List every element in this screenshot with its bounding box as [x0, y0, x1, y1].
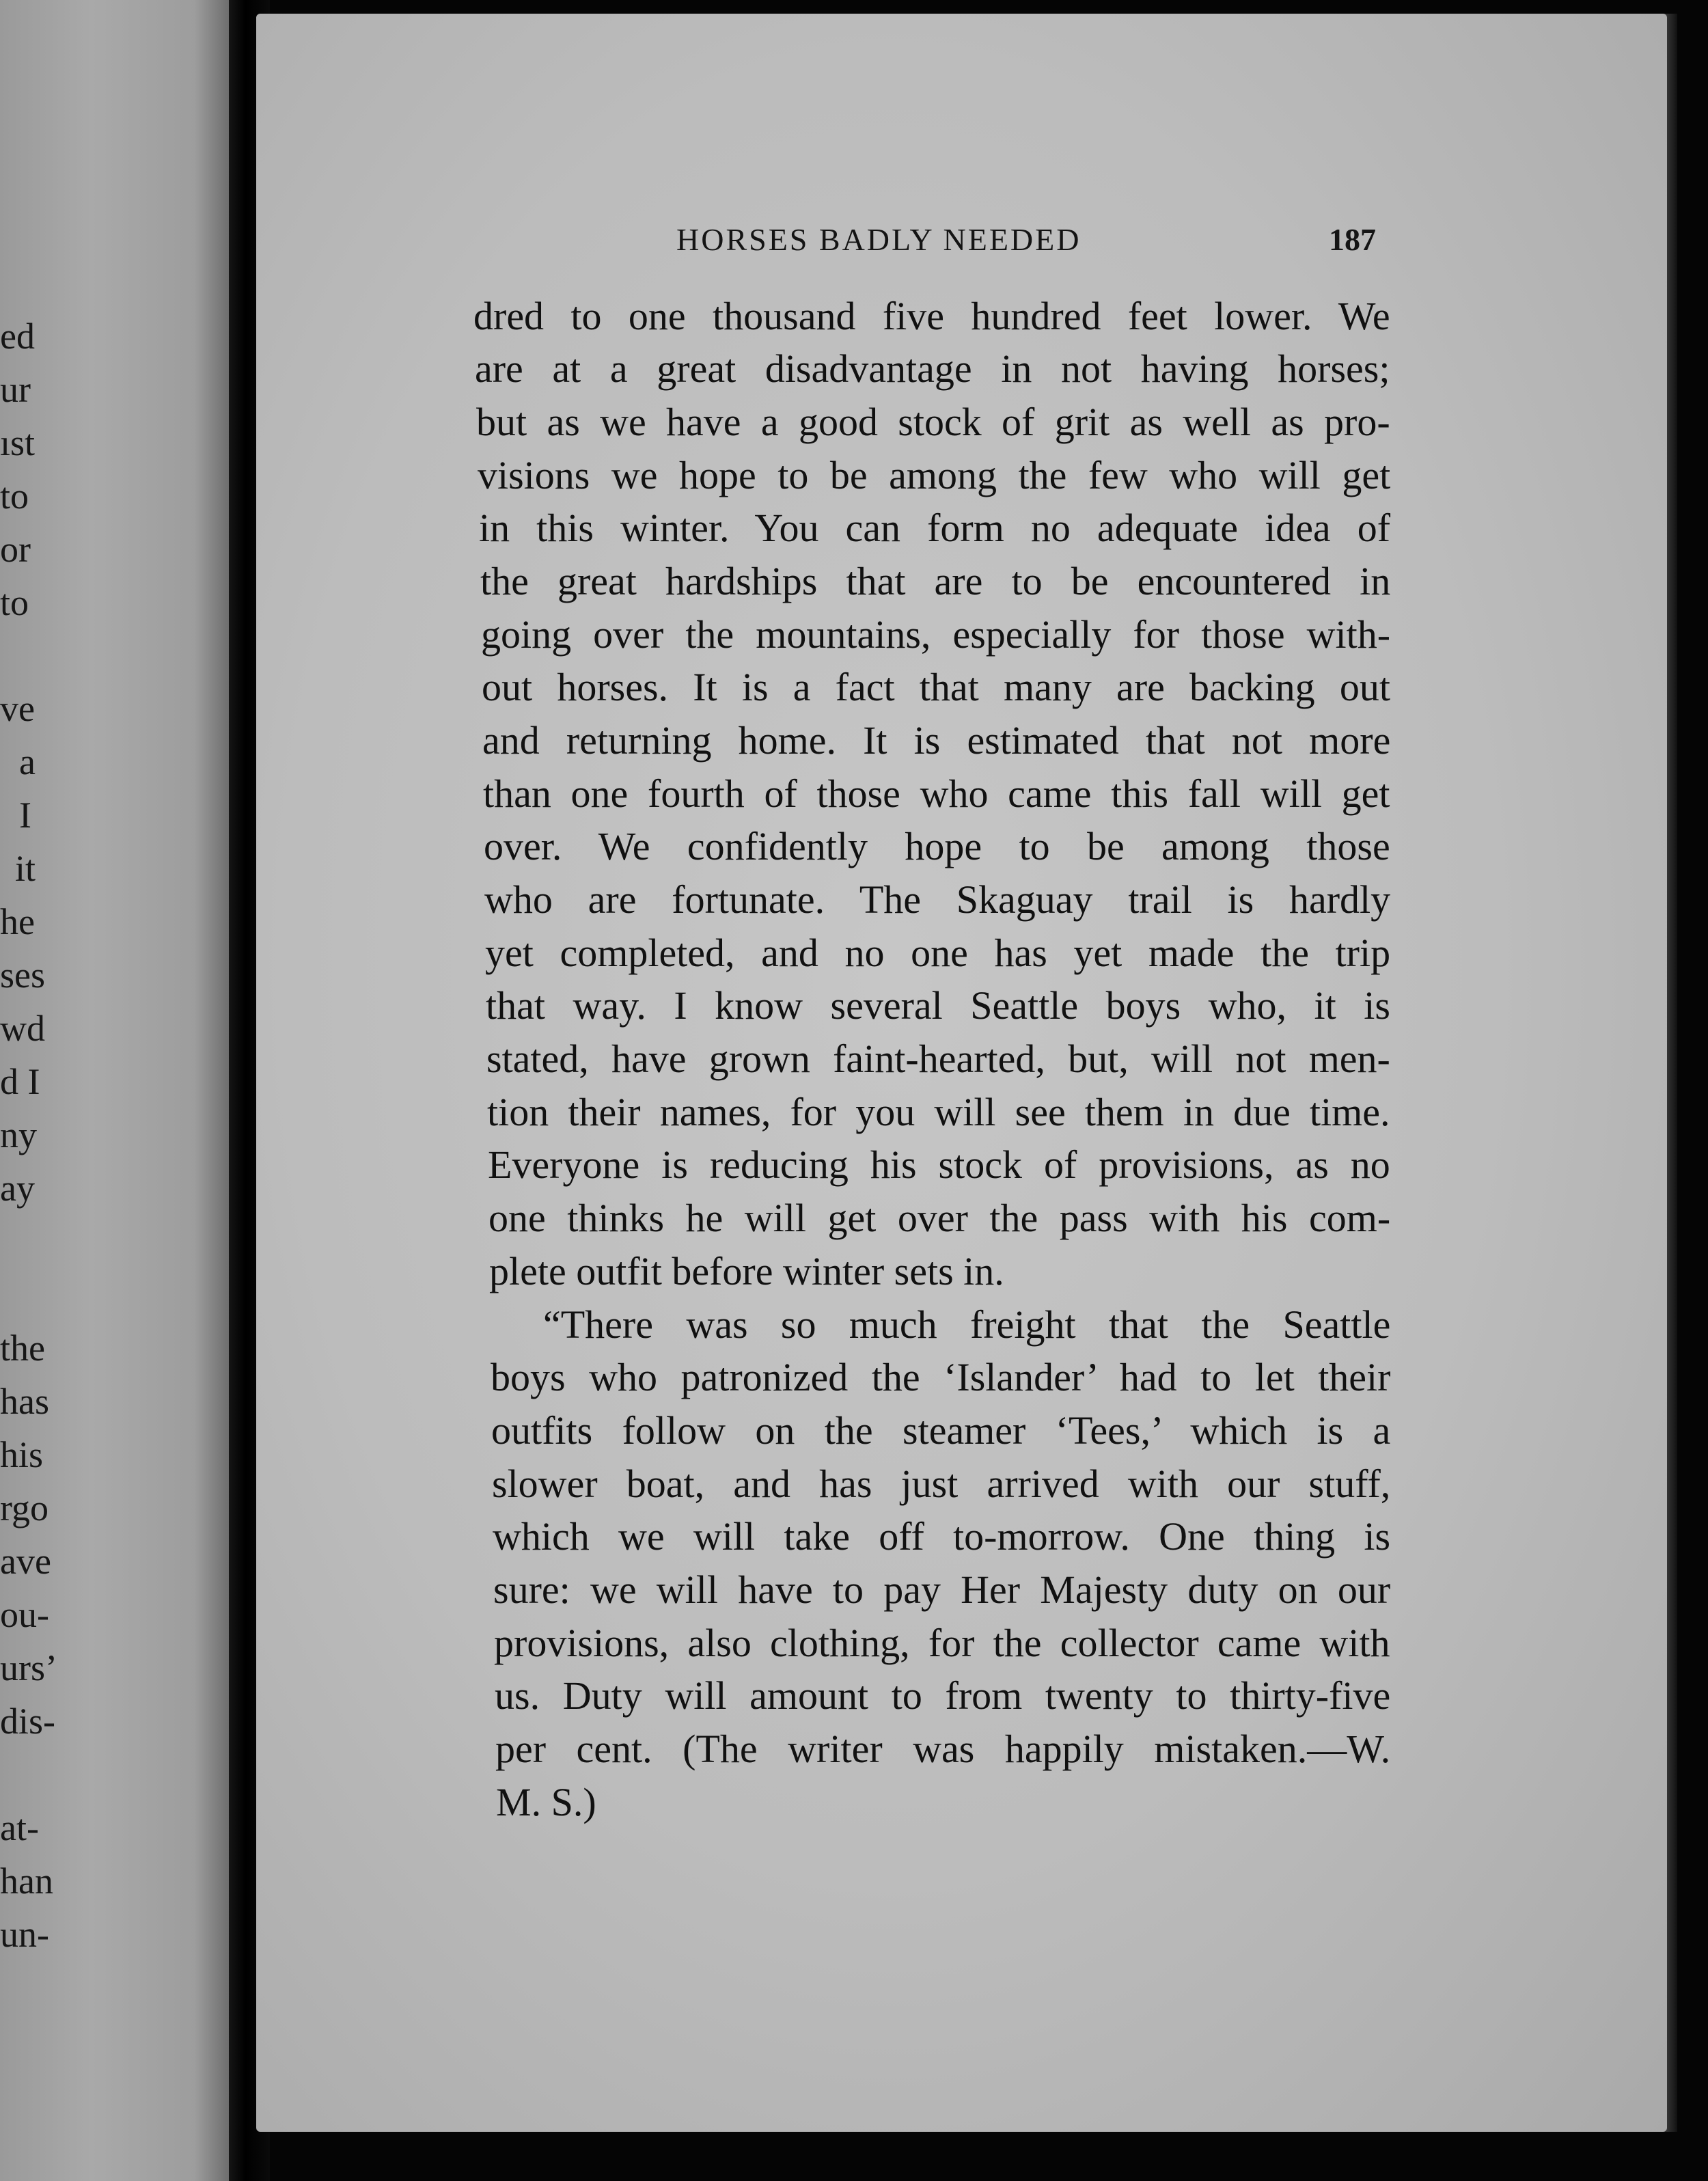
- left-page-fragment: at-: [0, 1807, 39, 1848]
- left-page-fragment: ny: [0, 1114, 37, 1155]
- left-page-fragment: dis-: [0, 1701, 55, 1742]
- left-page-fragment: ıst: [0, 422, 36, 463]
- body-text-line: plete outfit before winter sets in.: [489, 1249, 1004, 1293]
- left-page-fragment: ve: [0, 688, 35, 729]
- left-page-fragment: the: [0, 1328, 45, 1369]
- running-head: HORSES BADLY NEEDED: [676, 222, 1082, 257]
- body-text-line: who are fortunate. The Skaguay trail is hardly: [484, 877, 1391, 922]
- left-page-fragment: han: [0, 1861, 53, 1902]
- body-text-line: tion their names, for you will see them in due time.: [487, 1090, 1390, 1134]
- body-text-line: which we will take off to-morrow. One thing is: [493, 1514, 1391, 1559]
- left-page-fragment: un-: [0, 1914, 49, 1955]
- body-text-line: the great hardships that are to be encountered in: [480, 559, 1391, 603]
- body-text-line: than one fourth of those who came this fall will get: [483, 771, 1390, 816]
- left-page-fragment: ed: [0, 316, 35, 357]
- body-text-line: going over the mountains, especially for those with-: [481, 612, 1391, 657]
- left-page-fragment: I: [19, 795, 31, 836]
- left-page-fragment: or: [0, 529, 31, 570]
- left-page-fragment: ave: [0, 1541, 51, 1582]
- left-page-fragment: has: [0, 1381, 49, 1422]
- body-text-line: but as we have a good stock of grit as well as pro-: [476, 400, 1390, 444]
- left-page-fragment: a: [19, 741, 36, 782]
- page-number: 187: [1329, 222, 1376, 257]
- left-page: [0, 0, 229, 2181]
- body-text-line: boys who patronized the ‘Islander’ had to let their: [491, 1355, 1391, 1399]
- body-text-line: M. S.): [496, 1780, 596, 1824]
- left-page-fragment: it: [15, 848, 36, 889]
- left-page-fragment: his: [0, 1434, 44, 1475]
- left-page-fragment: ur: [0, 369, 31, 410]
- body-text-line: and returning home. It is estimated that not more: [482, 718, 1391, 763]
- body-text-line: over. We confidently hope to be among those: [484, 824, 1390, 868]
- body-text-line: are at a great disadvantage in not having horses;: [475, 346, 1390, 391]
- left-page-fragment: wd: [0, 1008, 45, 1049]
- left-page-fragment: d I: [0, 1061, 40, 1102]
- body-text-line: “There was so much freight that the Seattle: [543, 1302, 1391, 1347]
- left-page-fragment: rgo: [0, 1487, 49, 1528]
- body-text-line: provisions, also clothing, for the collector came with: [494, 1621, 1390, 1665]
- body-text-line: outfits follow on the steamer ‘Tees,’ which is a: [491, 1408, 1391, 1453]
- body-text-line: one thinks he will get over the pass with his com-: [488, 1196, 1391, 1240]
- body-text-line: yet completed, and no one has yet made the trip: [485, 931, 1391, 975]
- body-text-line: us. Duty will amount to from twenty to thirty-five: [495, 1673, 1391, 1718]
- left-page-fragment: ay: [0, 1168, 35, 1209]
- body-text-line: sure: we will have to pay Her Majesty duty on our: [493, 1567, 1391, 1612]
- left-page-fragment: ou-: [0, 1594, 49, 1635]
- body-text-line: per cent. (The writer was happily mistaken.—W.: [495, 1727, 1391, 1771]
- body-text-line: dred to one thousand five hundred feet lower. We: [473, 294, 1390, 338]
- left-page-fragment: to: [0, 476, 29, 517]
- body-text-line: Everyone is reducing his stock of provisions, as no: [488, 1142, 1390, 1187]
- left-page-fragment: urs’: [0, 1647, 57, 1688]
- body-text-line: in this winter. You can form no adequate idea of: [479, 506, 1391, 550]
- left-page-fragment: ses: [0, 955, 45, 996]
- body-text-line: that way. I know several Seattle boys who, it is: [486, 983, 1390, 1028]
- body-text-line: stated, have grown faint-hearted, but, will not men-: [486, 1037, 1390, 1081]
- body-text-line: slower boat, and has just arrived with our stuff,: [492, 1462, 1391, 1506]
- body-text-line: out horses. It is a fact that many are backing out: [482, 665, 1390, 709]
- left-page-fragment: he: [0, 901, 35, 942]
- left-page-fragment: to: [0, 582, 29, 623]
- body-text-line: visions we hope to be among the few who will get: [478, 453, 1391, 497]
